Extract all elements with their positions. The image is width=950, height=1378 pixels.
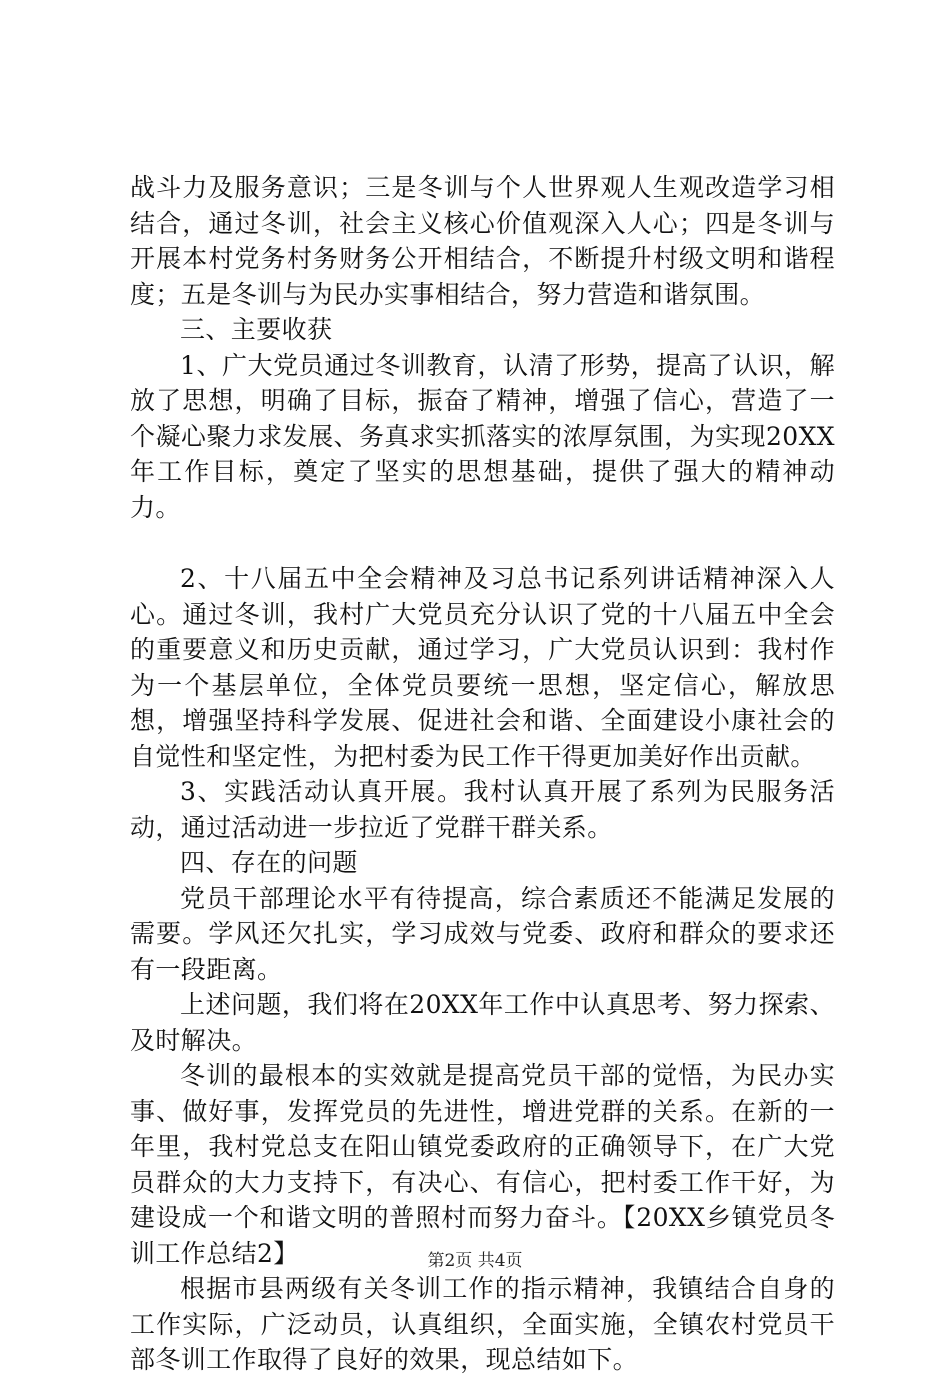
paragraph-gain-1: 1、广大党员通过冬训教育，认清了形势，提高了认识，解放了思想，明确了目标，振奋了精神，增强了信心，营造了一个凝心聚力求发展、务真求实抓落实的浓厚氛围，为实现20XX年工作目标，奠定了坚实的思想基础，提供了强大的精神动力。 — [130, 350, 835, 522]
paragraph-problems: 党员干部理论水平有待提高，综合素质还不能满足发展的需要。学风还欠扎实，学习成效与党委、政府和群众的要求还有一段距离。 — [130, 883, 835, 984]
paragraph-gain-2: 2、十八届五中全会精神及习总书记系列讲话精神深入人心。通过冬训，我村广大党员充分认识了党的十八届五中全会的重要意义和历史贡献，通过学习，广大党员认识到：我村作为一个基层单位，全体党员要统一思想，坚定信心，解放思想，增强坚持科学发展、促进社会和谐、全面建设小康社会的自觉性和坚定性，为把村委为民工作干得更加美好作出贡献。 — [130, 564, 835, 771]
section-heading-problems: 四、存在的问题 — [180, 848, 358, 877]
paragraph-summary-intro: 根据市县两级有关冬训工作的指示精神，我镇结合自身的工作实际，广泛动员，认真组织，全面实施，全镇农村党员干部冬训工作取得了良好的效果，现总结如下。 — [130, 1274, 835, 1374]
page-footer: 第2页 共4页 — [427, 1251, 523, 1271]
section-heading-main-gains: 三、主要收获 — [180, 315, 333, 344]
document-body — [130, 170, 835, 1378]
paragraph-continuation: 战斗力及服务意识；三是冬训与个人世界观人生观改造学习相结合，通过冬训，社会主义核心价值观深入人心；四是冬训与开展本村党务村务财务公开相结合，不断提升村级文明和谐程度；五是冬训与为民办实事相结合，努力营造和谐氛围。 — [130, 173, 835, 309]
paragraph-conclusion: 冬训的最根本的实效就是提高党员干部的觉悟，为民办实事、做好事，发挥党员的先进性，增进党群的关系。在新的一年里，我村党总支在阳山镇党委政府的正确领导下，在广大党员群众的大力支持下，有决心、有信心，把村委工作干好，为建设成一个和谐文明的普照村而努力奋斗。【20XX乡镇党员冬训工作总结2】 — [130, 1061, 835, 1268]
paragraph-gain-3: 3、实践活动认真开展。我村认真开展了系列为民服务活动，通过活动进一步拉近了党群干群关系。 — [130, 777, 835, 842]
paragraph-resolution: 上述问题，我们将在20XX年工作中认真思考、努力探索、及时解决。 — [130, 990, 835, 1055]
